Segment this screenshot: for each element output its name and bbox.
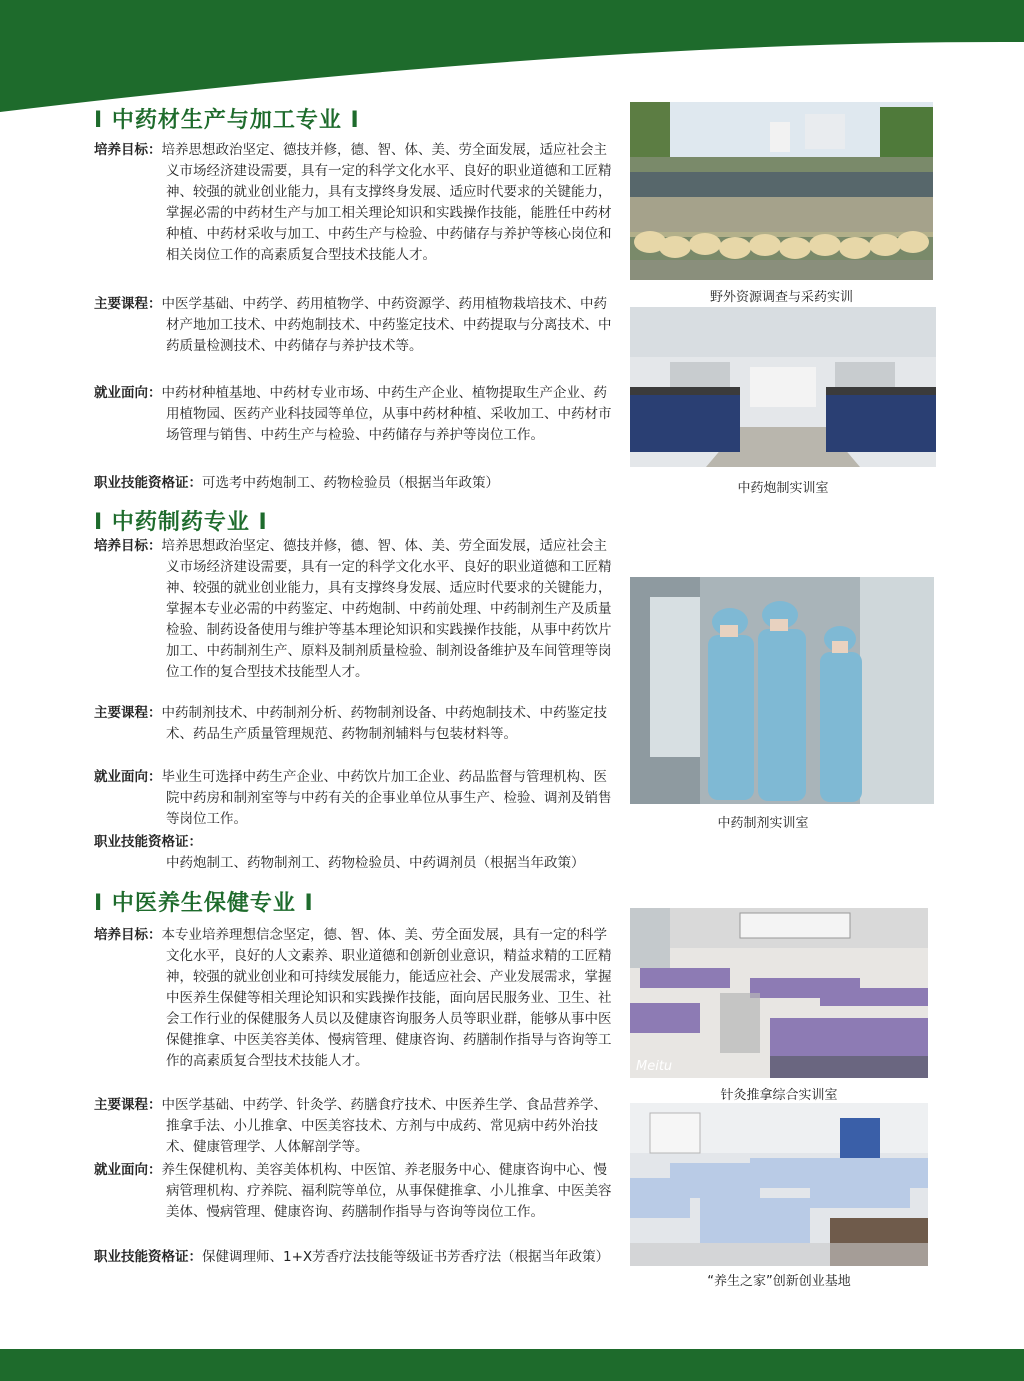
section-title-herb-production: Ⅰ 中药材生产与加工专业 Ⅰ (94, 108, 360, 133)
goal-label: 培养目标： (94, 142, 162, 158)
section-3-goal (94, 925, 614, 1072)
courses-text: 中药制剂技术、中药制剂分析、药物制剂设备、中药炮制技术、中药鉴定技术、药品生产质量管理规范、药物制剂辅料与包装材料等。 (161, 705, 607, 742)
section-1-goal (94, 140, 614, 266)
goal-text: 培养思想政治坚定、德技并修，德、智、体、美、劳全面发展，适应社会主义市场经济建设需要，具有一定的科学文化水平、良好的职业道德和工匠精神、较强的就业创业能力，具有支撑终身发展、适应时代要求的关键能力，掌握本专业必需的中药鉴定、中药炮制、中药前处理、中药制剂生产及质量检验、制药设备使用与维护等基本理论知识和实践操作技能，从事中药饮片加工、中药制剂生产、原料及制剂质量检验、制剂设备维护及车间管理等岗位工作的复合型技术技能型人才。 (161, 538, 612, 680)
goal-label: 培养目标： (94, 538, 162, 554)
goal-text: 培养思想政治坚定、德技并修，德、智、体、美、劳全面发展，适应社会主义市场经济建设需要，具有一定的科学文化水平、良好的职业道德和工匠精神、较强的就业创业能力，具有支撑终身发展、适应时代要求的关键能力，掌握必需的中药材生产与加工相关理论知识和实践操作技能，能胜任中药材种植、中药材采收与加工、中药生产与检验、中药储存与养护等核心岗位和相关岗位工作的高素质复合型技术技能人才。 (161, 142, 612, 263)
section-2-goal (94, 536, 614, 683)
section-1-cert (94, 473, 614, 494)
cert-text: 保健调理师、1+X芳香疗法技能等级证书芳香疗法（根据当年政策） (202, 1249, 610, 1265)
courses-text: 中医学基础、中药学、药用植物学、中药资源学、药用植物栽培技术、中药材产地加工技术、中药炮制技术、中药鉴定技术、中药提取与分离技术、中药质量检测技术、中药储存与养护技术等。 (161, 296, 612, 354)
photo-acupuncture-lab (630, 908, 928, 1078)
photo-health-home-base (630, 1103, 928, 1266)
caption-acupuncture-lab: 针灸推拿综合实训室 (720, 1088, 838, 1103)
goal-text: 本专业培养理想信念坚定，德、智、体、美、劳全面发展，具有一定的科学文化水平，良好的人文素养、职业道德和创新创业意识，精益求精的工匠精神，较强的就业创业和可持续发展能力，能适应社会、产业发展需求，掌握中医养生保健等相关理论知识和实践操作技能，面向居民服务业、卫生、社会工作行业的保健服务人员以及健康咨询服务人员等职业群，能够从事中医保健推拿、中医美容美体、慢病管理、健康咨询、药膳制作指导与咨询等工作的高素质复合型技术技能人才。 (161, 927, 612, 1069)
courses-text: 中医学基础、中药学、针灸学、药膳食疗技术、中医养生学、食品营养学、推拿手法、小儿推拿、中医美容技术、方剂与中成药、常见病中药外治技术、健康管理学、人体解剖学等。 (161, 1097, 607, 1155)
section-1-courses (94, 294, 614, 357)
watermark: Meitu (636, 1059, 673, 1074)
jobs-label: 就业面向： (94, 769, 162, 785)
top-green-band (0, 0, 1024, 115)
jobs-label: 就业面向： (94, 385, 162, 401)
jobs-label: 就业面向： (94, 1162, 162, 1178)
photo-preparation-lab (630, 577, 934, 804)
jobs-text: 中药材种植基地、中药材专业市场、中药生产企业、植物提取生产企业、药用植物园、医药产业科技园等单位，从事中药材种植、采收加工、中药材市场管理与销售、中药生产与检验、中药储存与养护等岗位工作。 (161, 385, 612, 443)
caption-health-home-base: “养生之家”创新创业基地 (707, 1274, 851, 1289)
cert-text: 可选考中药炮制工、药物检验员（根据当年政策） (202, 475, 499, 491)
courses-label: 主要课程： (94, 705, 162, 721)
section-3-jobs (94, 1160, 614, 1223)
section-2-courses (94, 703, 614, 745)
section-title-tcm-pharmacy: Ⅰ 中药制药专业 Ⅰ (94, 510, 268, 535)
jobs-text: 养生保健机构、美容美体机构、中医馆、养老服务中心、健康咨询中心、慢病管理机构、疗养院、福利院等单位，从事保健推拿、小儿推拿、中医美容美体、慢病管理、健康咨询、药膳制作指导与咨询等岗位工作。 (161, 1162, 612, 1220)
cert-label: 职业技能资格证： (94, 1249, 202, 1265)
caption-field-survey: 野外资源调查与采药实训 (709, 290, 853, 305)
bottom-green-band (0, 1349, 1024, 1381)
photo-field-survey (630, 102, 933, 280)
cert-text: 中药炮制工、药物制剂工、药物检验员、中药调剂员（根据当年政策） (166, 855, 585, 871)
jobs-text: 毕业生可选择中药生产企业、中药饮片加工企业、药品监督与管理机构、医院中药房和制剂室等与中药有关的企事业单位从事生产、检验、调剂及销售等岗位工作。 (161, 769, 612, 827)
section-2-jobs (94, 767, 614, 830)
photo-processing-lab (630, 307, 936, 467)
section-3-courses (94, 1095, 614, 1158)
courses-label: 主要课程： (94, 1097, 162, 1113)
caption-preparation-lab: 中药制剂实训室 (717, 816, 809, 831)
section-2-cert (94, 832, 614, 874)
cert-label: 职业技能资格证： (94, 475, 202, 491)
goal-label: 培养目标： (94, 927, 162, 943)
section-title-health-care: Ⅰ 中医养生保健专业 Ⅰ (94, 891, 314, 916)
section-3-cert (94, 1247, 614, 1268)
caption-processing-lab: 中药炮制实训室 (737, 481, 829, 496)
cert-label: 职业技能资格证： (94, 834, 202, 850)
courses-label: 主要课程： (94, 296, 162, 312)
section-1-jobs (94, 383, 614, 446)
